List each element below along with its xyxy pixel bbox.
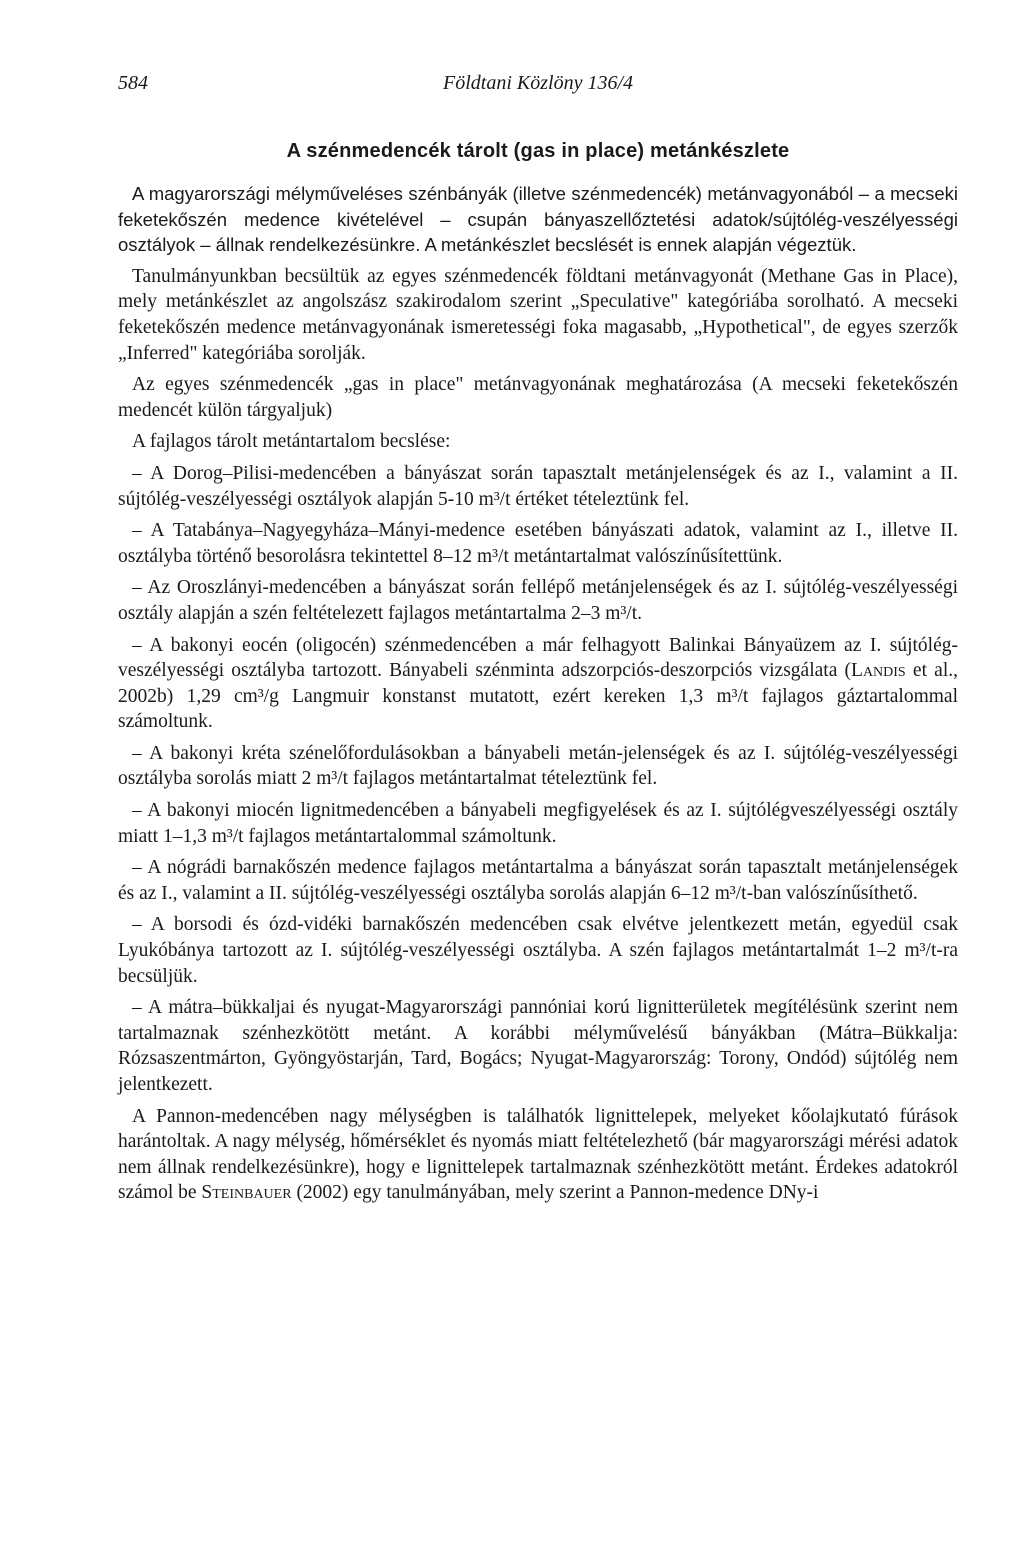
bullet-borsod-ozd: – A borsodi és ózd-vidéki barnakőszén medencében csak elvétve jelentkezett metán, egyedül csak Lyukóbánya tartozott az I. sújtólég-veszélyességi osztályba. A szén fajlagos metántartalmát 1–2 m³/t-ra becsüljük. [118, 914, 958, 987]
paragraph-categories: Tanulmányunkban becsültük az egyes szénmedencék földtani metánvagyonát (Methane Gas in Place), mely metánkészlet az angolszász szakirodalom szerint „Speculative" kategóriába sorolható. A mecseki feketekőszén medence metánvagyonának ismeretességi foka magasabb, „Hypothetical", de egyes szerzők „Inferred" kategóriába sorolják. [118, 265, 958, 364]
page-number: 584 [118, 72, 148, 94]
page [118, 72, 958, 1212]
paragraph-intro: A magyarországi mélyműveléses szénbányák (illetve szénmedencék) metánvagyonából – a mecseki feketekőszén medence kivételével – csupán bányaszellőztetési adatok/sújtólég-veszélyességi osztályok – állnak rendelkezésünkre. A metánkészlet becslését is ennek alapján végeztük. [118, 183, 958, 256]
bullet-bakony-cretaceous: – A bakonyi kréta szénelőfordulásokban a bányabeli metán-jelenségek és az I. sújtólég-veszélyességi osztályba sorolás miatt 2 m³/t fajlagos metántartalmat tételeztünk fel. [118, 742, 958, 790]
pannon-text-2: (2002) egy tanulmányában, mely szerint a Pannon-medence DNy-i [291, 1182, 819, 1204]
bullet-oroszlany: – Az Oroszlányi-medencében a bányászat során fellépő metánjelenségek és az I. sújtólég-veszélyességi osztály alapján a szén feltételezett fajlagos metántartalma 2–3 m³/t. [118, 577, 958, 624]
bullet-dorog-pilis: – A Dorog–Pilisi-medencében a bányászat során tapasztalt metánjelenségek és az I., valamint a II. sújtólég-veszélyességi osztályok alapján 5-10 m³/t értéket tételeztünk fel. [118, 462, 958, 510]
paragraph-gas-in-place: Az egyes szénmedencék „gas in place" metánvagyonának meghatározása (A mecseki feketekőszén medencét külön tárgyaljuk) [118, 374, 958, 421]
body-text [118, 181, 958, 1206]
bullet-bakony-eocene-text-1: – A bakonyi eocén (oligocén) szénmedencében a már felhagyott Balinkai Bányaüzem az I. sújtólég-veszélyességi osztályba tartozott. Bányabeli szénminta adszorpciós-deszorpciós vizsgálata ( [118, 634, 958, 682]
journal-title: Földtani Közlöny 136/4 [443, 72, 633, 94]
bullet-nograd: – A nógrádi barnakőszén medence fajlagos metántartalma a bányászat során tapasztalt metánjelenségek és az I., valamint a II. sújtólég-veszélyességi osztályba sorolás alapján 6–12 m³/t-ban valószínűsíthető. [118, 857, 958, 904]
bullet-tatabanya: – A Tatabánya–Nagyegyháza–Mányi-medence esetében bányászati adatok, valamint az I., illetve II. osztályba történő besorolásra tekintettel 8–12 m³/t metántartalmat valószínűsítettünk. [118, 520, 958, 567]
author-steinbauer: Steinbauer [201, 1182, 292, 1204]
paragraph-pannon-basin [118, 1104, 958, 1206]
running-head [118, 72, 958, 102]
bullet-bakony-eocene-text-2: et al., 2002b) 1,29 cm³/g Langmuir konstanst mutatott, ezért kereken 1,3 m³/t fajlagos gáztartalommal számoltunk. [118, 660, 958, 733]
bullet-matra-bukkalja: – A mátra–bükkaljai és nyugat-Magyarországi pannóniai korú lignitterületek megítélésünk szerint nem tartalmaznak szénhezkötött metánt. A korábbi mélyművelésű bányákban (Mátra–Bükkalja: Rózsaszentmárton, Gyöngyöstarján, Tard, Bogács; Nyugat-Magyarország: Torony, Ondód) sújtólég nem jelentkezett. [118, 997, 958, 1095]
paragraph-estimation-heading: A fajlagos tárolt metántartalom becslése: [132, 431, 451, 453]
author-landis: Landis [851, 660, 906, 682]
bullet-bakony-miocene: – A bakonyi miocén lignitmedencében a bányabeli megfigyelések és az I. sújtólégveszélyességi osztály miatt 1–1,3 m³/t fajlagos metántartalommal számoltunk. [118, 800, 958, 847]
pannon-text-1: A Pannon-medencében nagy mélységben is találhatók lignittelepek, melyeket kőolajkutató fúrások harántoltak. A nagy mélység, hőmérséklet és nyomás miatt feltételezhető (bár magyarországi mérési adatok nem állnak rendelkezésünkre), hogy e lignittelepek tartalmaznak szénhezkötött metánt. Érdekes adatokról számol be [118, 1105, 958, 1204]
bullet-bakony-eocene [118, 633, 958, 735]
section-title: A szénmedencék tárolt (gas in place) metánkészlete [286, 140, 790, 162]
